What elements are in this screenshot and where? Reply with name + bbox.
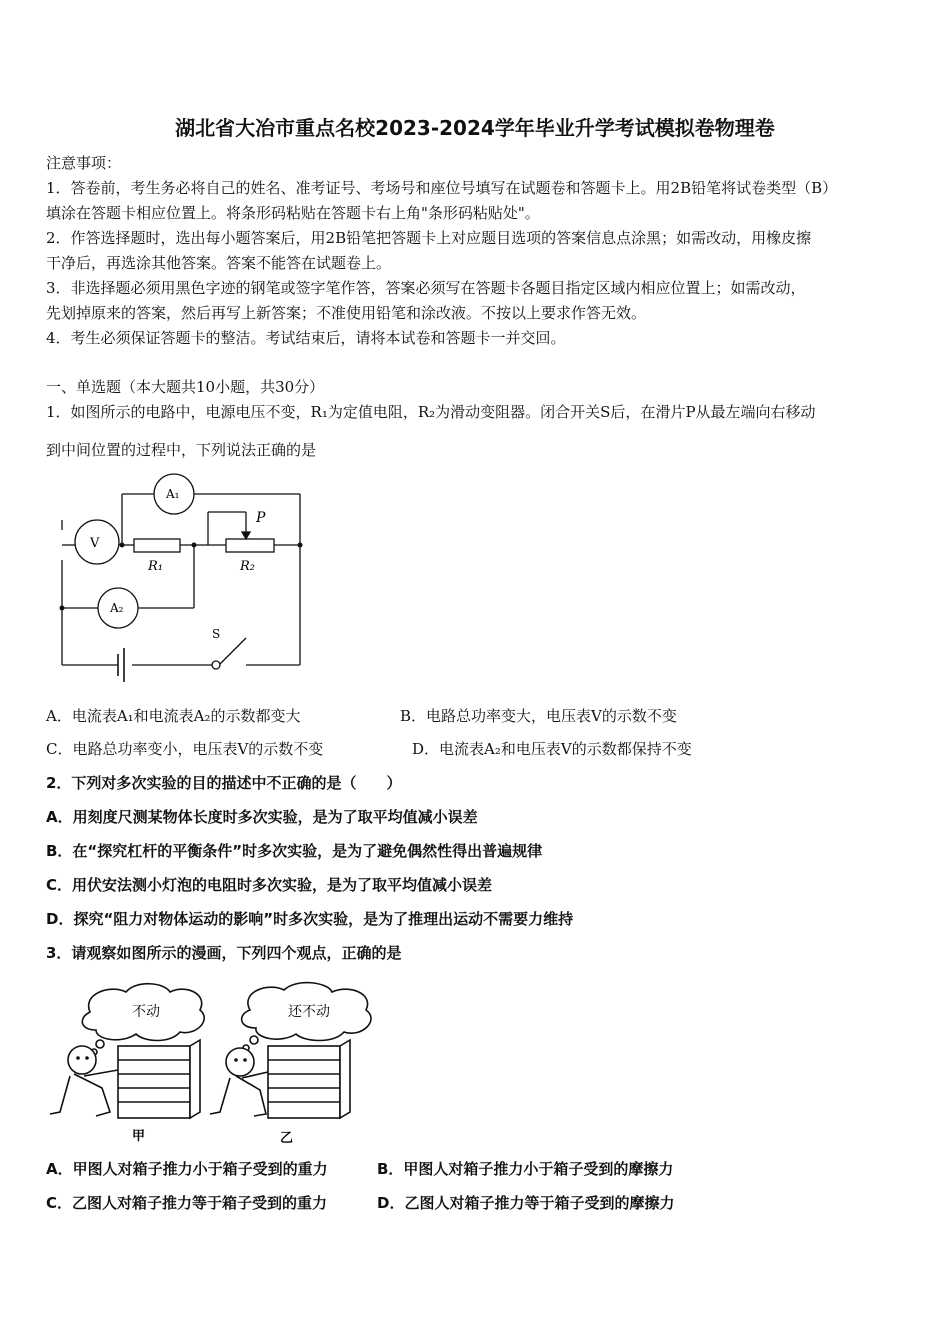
notice-line: 干净后，再选涂其他答案。答案不能答在试题卷上。 (46, 254, 392, 272)
question-2-stem: 2．下列对多次实验的目的描述中不正确的是（ ） (46, 774, 402, 792)
q2-option-a: A．用刻度尺测某物体长度时多次实验，是为了取平均值减小误差 (46, 808, 478, 826)
notice-line: 先划掉原来的答案，然后再写上新答案；不准使用铅笔和涂改液。不按以上要求作答无效。 (46, 304, 647, 322)
label-a2: A₂ (110, 601, 124, 615)
notice-line: 填涂在答题卡相应位置上。将条形码粘贴在答题卡右上角"条形码粘贴处"。 (46, 204, 540, 222)
q1-option-a: A．电流表A₁和电流表A₂的示数都变大 (46, 707, 301, 725)
q1-option-b: B．电路总功率变大，电压表V的示数不变 (400, 707, 677, 725)
cloud-2-text: 还不动 (288, 1004, 330, 1020)
page-title: 湖北省大冶市重点名校2023-2024学年毕业升学考试模拟卷物理卷 (175, 116, 775, 140)
notice-line: 3．非选择题必须用黑色字迹的钢笔或签字笔作答，答案必须写在答题卡各题目指定区域内相应位置上；如需改动， (46, 279, 806, 297)
label-a1: A₁ (166, 487, 180, 501)
q2-option-c: C．用伏安法测小灯泡的电阻时多次实验，是为了取平均值减小误差 (46, 876, 493, 894)
section-heading: 一、单选题（本大题共10小题，共30分） (46, 378, 325, 396)
question-1-stem: 1．如图所示的电路中，电源电压不变，R₁为定值电阻，R₂为滑动变阻器。闭合开关S后，在滑片P从最左端向右移动 (46, 403, 816, 421)
q3-option-c: C．乙图人对箱子推力等于箱子受到的重力 (46, 1194, 328, 1212)
label-r2: R₂ (240, 559, 255, 574)
q3-option-a: A．甲图人对箱子推力小于箱子受到的重力 (46, 1160, 328, 1178)
q1-option-d: D．电流表A₂和电压表V的示数都保持不变 (412, 740, 692, 758)
notice-line: 4．考生必须保证答题卡的整洁。考试结束后，请将本试卷和答题卡一并交回。 (46, 329, 566, 347)
notice-line: 1．答卷前，考生务必将自己的姓名、准考证号、考场号和座位号填写在试题卷和答题卡上。用2B铅笔将试卷类型（B） (46, 179, 838, 197)
notice-line: 2．作答选择题时，选出每小题答案后，用2B铅笔把答题卡上对应题目选项的答案信息点涂黑；如需改动，用橡皮擦 (46, 229, 812, 247)
label-p: P (256, 510, 266, 526)
label-s: S (212, 627, 221, 641)
q3-option-d: D．乙图人对箱子推力等于箱子受到的摩擦力 (377, 1194, 675, 1212)
question-3-stem: 3．请观察如图所示的漫画，下列四个观点，正确的是 (46, 944, 402, 962)
label-jia: 甲 (132, 1129, 146, 1144)
label-v: V (90, 536, 100, 551)
q1-option-c: C．电路总功率变小，电压表V的示数不变 (46, 740, 324, 758)
q2-option-d: D．探究“阻力对物体运动的影响”时多次实验，是为了推理出运动不需要力维持 (46, 910, 574, 928)
question-1-stem-cont: 到中间位置的过程中，下列说法正确的是 (46, 441, 317, 459)
label-yi: 乙 (280, 1131, 294, 1146)
q2-option-b: B．在“探究杠杆的平衡条件”时多次实验，是为了避免偶然性得出普遍规律 (46, 842, 543, 860)
cartoon-illustration (40, 980, 410, 1150)
q3-option-b: B．甲图人对箱子推力小于箱子受到的摩擦力 (377, 1160, 674, 1178)
circuit-diagram (50, 470, 320, 695)
notice-heading: 注意事项： (46, 154, 122, 172)
cloud-1-text: 不动 (132, 1004, 160, 1020)
label-r1: R₁ (148, 559, 163, 574)
